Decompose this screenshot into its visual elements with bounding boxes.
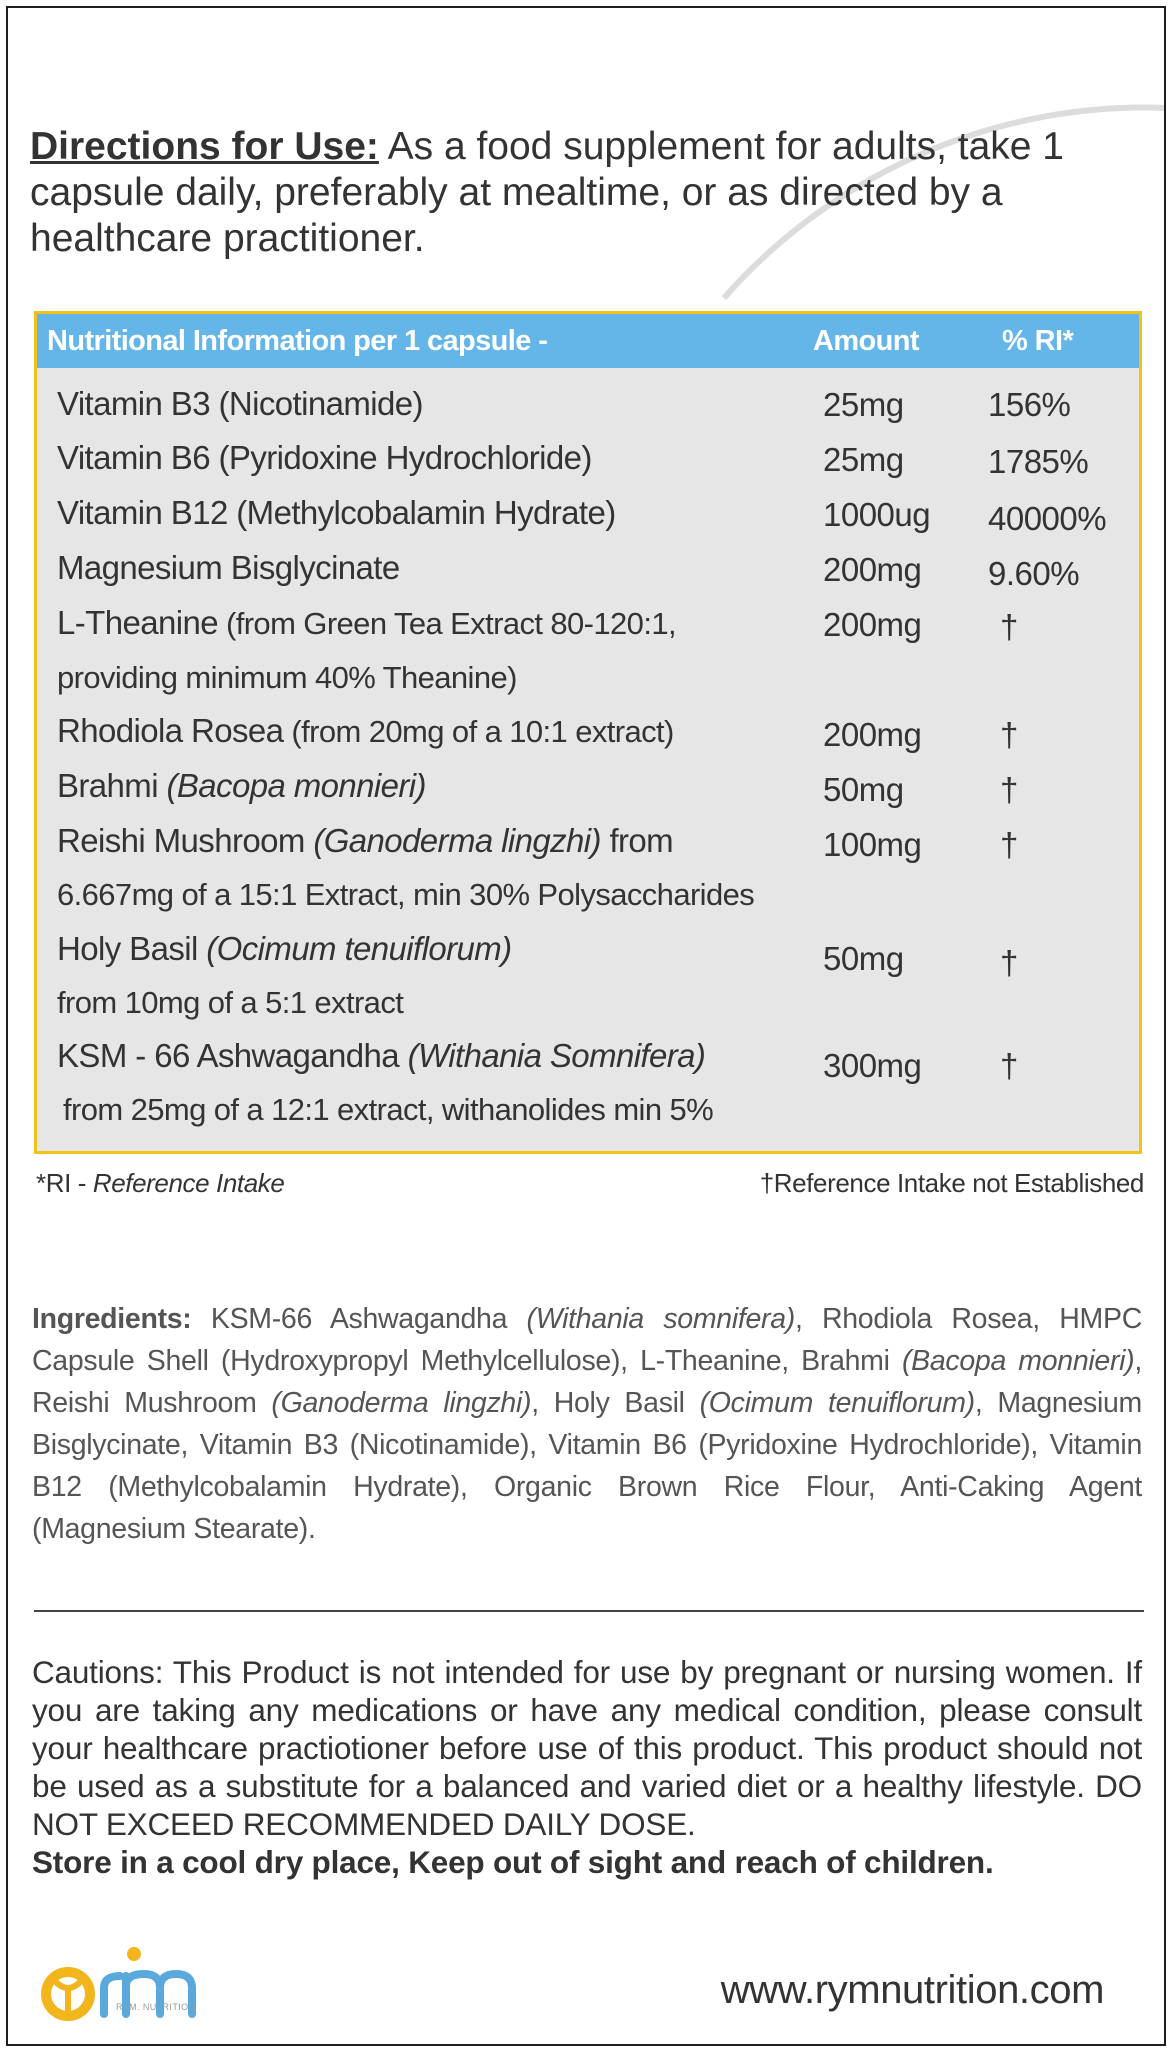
dagger-footnote: †Reference Intake not Established	[759, 1168, 1144, 1198]
storage-warning: Store in a cool dry place, Keep out of sight and reach of children.	[32, 1844, 994, 1880]
logo-tagline: RYM. NUTRITION	[116, 2002, 196, 2012]
ingredient-title: KSM - 66 Ashwagandha	[57, 1037, 408, 1074]
ingredients-text: KSM-66 Ashwagandha	[191, 1303, 527, 1335]
ingredient-title: Rhodiola Rosea	[57, 712, 284, 749]
ingredient-detail-cont: from 10mg of a 5:1 extract	[57, 985, 404, 1020]
ingredient-ri: †	[1000, 716, 1018, 753]
ingredient-name	[57, 759, 426, 813]
nutrition-table	[34, 311, 1142, 1154]
ingredients-text: , Reishi Mushroom	[32, 1345, 1142, 1419]
ingredient-ri: †	[1000, 1047, 1018, 1084]
website-url[interactable]: www.rymnutrition.com	[720, 1968, 1104, 2012]
header-title: Nutritional Information per 1 capsule -	[47, 325, 548, 357]
ingredient-amount: 200mg	[823, 551, 922, 588]
ingredient-ri: 40000%	[988, 500, 1107, 537]
ingredient-title: Reishi Mushroom	[57, 822, 314, 859]
directions-label: Directions for Use:	[30, 125, 379, 168]
ingredients-latin: (Bacopa monnieri)	[901, 1345, 1135, 1377]
ingredient-detail: (from 20mg of a 10:1 extract)	[283, 714, 674, 749]
ingredients-text: , Magnesium Bisglycinate, Vitamin B3 (Nicotinamide), Vitamin B6 (Pyridoxine Hydrochloride), Vitamin B12 (Methylcobalamin Hydrate), Organic Brown Rice Flour, Anti-Caking Agent (Magnesium Stearate).	[32, 1387, 1142, 1545]
ingredient-name	[57, 922, 512, 1030]
ingredients-paragraph	[32, 1298, 1142, 1550]
cautions-paragraph	[32, 1653, 1142, 1881]
ingredients-latin: (Ocimum tenuiflorum)	[699, 1387, 975, 1419]
ingredient-title: Holy Basil	[57, 930, 207, 967]
cautions-text: Cautions: This Product is not intended for use by pregnant or nursing women. If you are taking any medications or have any medical condition, please consult your healthcare practiotioner before use of this product. This product should not be used as a substitute for a balanced and varied diet or a healthy lifestyle. DO NOT EXCEED RECOMMENDED DAILY DOSE.	[32, 1654, 1142, 1842]
ri-mark: *RI -	[36, 1168, 93, 1198]
ingredient-amount: 25mg	[823, 386, 904, 423]
ingredient-ri: 1785%	[988, 443, 1089, 480]
ingredient-latin: (Ocimum tenuiflorum)	[206, 930, 512, 967]
ingredient-name	[57, 704, 674, 759]
ingredient-detail: from	[600, 822, 674, 859]
section-divider	[34, 1610, 1144, 1612]
ingredient-detail-cont: providing minimum 40% Theanine)	[57, 660, 517, 695]
ingredient-ri: †	[1000, 944, 1018, 981]
ingredient-latin: (Withania Somnifera)	[407, 1037, 706, 1074]
logo-dot	[127, 1947, 141, 1961]
ingredient-name	[57, 596, 676, 705]
ingredients-latin: (Withania somnifera)	[526, 1303, 795, 1335]
ingredient-latin: (Ganoderma lingzhi)	[313, 822, 601, 859]
ingredient-detail-cont: 6.667mg of a 15:1 Extract, min 30% Polysaccharides	[57, 877, 755, 912]
ingredients-latin: (Ganoderma lingzhi)	[271, 1387, 532, 1419]
ingredient-name: Magnesium Bisglycinate	[57, 549, 400, 586]
logo-figure-stem	[65, 1986, 71, 2014]
nutrition-table-header	[37, 314, 1139, 368]
directions-text: As a food supplement for adults, take 1 capsule daily, preferably at mealtime, or as directed by a healthcare practitioner.	[30, 125, 1064, 260]
ingredient-amount: 100mg	[823, 826, 922, 863]
ingredient-ri: 156%	[988, 386, 1071, 423]
ingredient-amount: 1000ug	[823, 496, 931, 533]
ingredient-amount: 200mg	[823, 716, 922, 753]
ingredient-ri: 9.60%	[988, 555, 1080, 592]
ingredients-label: Ingredients:	[32, 1303, 192, 1335]
ingredient-title: Brahmi	[57, 767, 167, 804]
ingredient-ri: †	[1000, 771, 1018, 808]
ingredient-ri: †	[1000, 608, 1018, 645]
ingredient-amount: 200mg	[823, 606, 922, 643]
ingredient-name	[57, 814, 754, 922]
ingredient-name: Vitamin B3 (Nicotinamide)	[57, 385, 423, 422]
ingredient-detail-cont: from 25mg of a 12:1 extract, withanolides min 5%	[63, 1092, 714, 1127]
ingredient-detail: (from Green Tea Extract 80-120:1,	[217, 606, 676, 641]
ingredient-amount: 50mg	[823, 940, 904, 977]
ingredient-name: Vitamin B12 (Methylcobalamin Hydrate)	[57, 494, 616, 531]
header-amount: Amount	[813, 325, 919, 357]
ingredient-ri: †	[1000, 826, 1018, 863]
directions-for-use	[30, 124, 1150, 262]
ingredients-text: , Rhodiola Rosea, HMPC Capsule Shell (Hydroxypropyl Methylcellulose), L-Theanine, Brahmi	[32, 1303, 1142, 1377]
ri-footnote	[36, 1168, 284, 1199]
ingredient-title: L-Theanine	[57, 604, 218, 641]
ingredient-name	[57, 1029, 713, 1137]
ingredient-amount: 25mg	[823, 441, 904, 478]
label-panel	[6, 6, 1166, 2046]
ingredient-amount: 50mg	[823, 771, 904, 808]
rym-logo	[38, 1936, 218, 2036]
ingredients-text: , Holy Basil	[531, 1387, 700, 1419]
ingredient-name: Vitamin B6 (Pyridoxine Hydrochloride)	[57, 439, 592, 476]
ingredient-latin: (Bacopa monnieri)	[166, 767, 426, 804]
ri-text: Reference Intake	[92, 1168, 285, 1198]
header-ri: % RI*	[1002, 325, 1074, 357]
ingredient-amount: 300mg	[823, 1047, 922, 1084]
